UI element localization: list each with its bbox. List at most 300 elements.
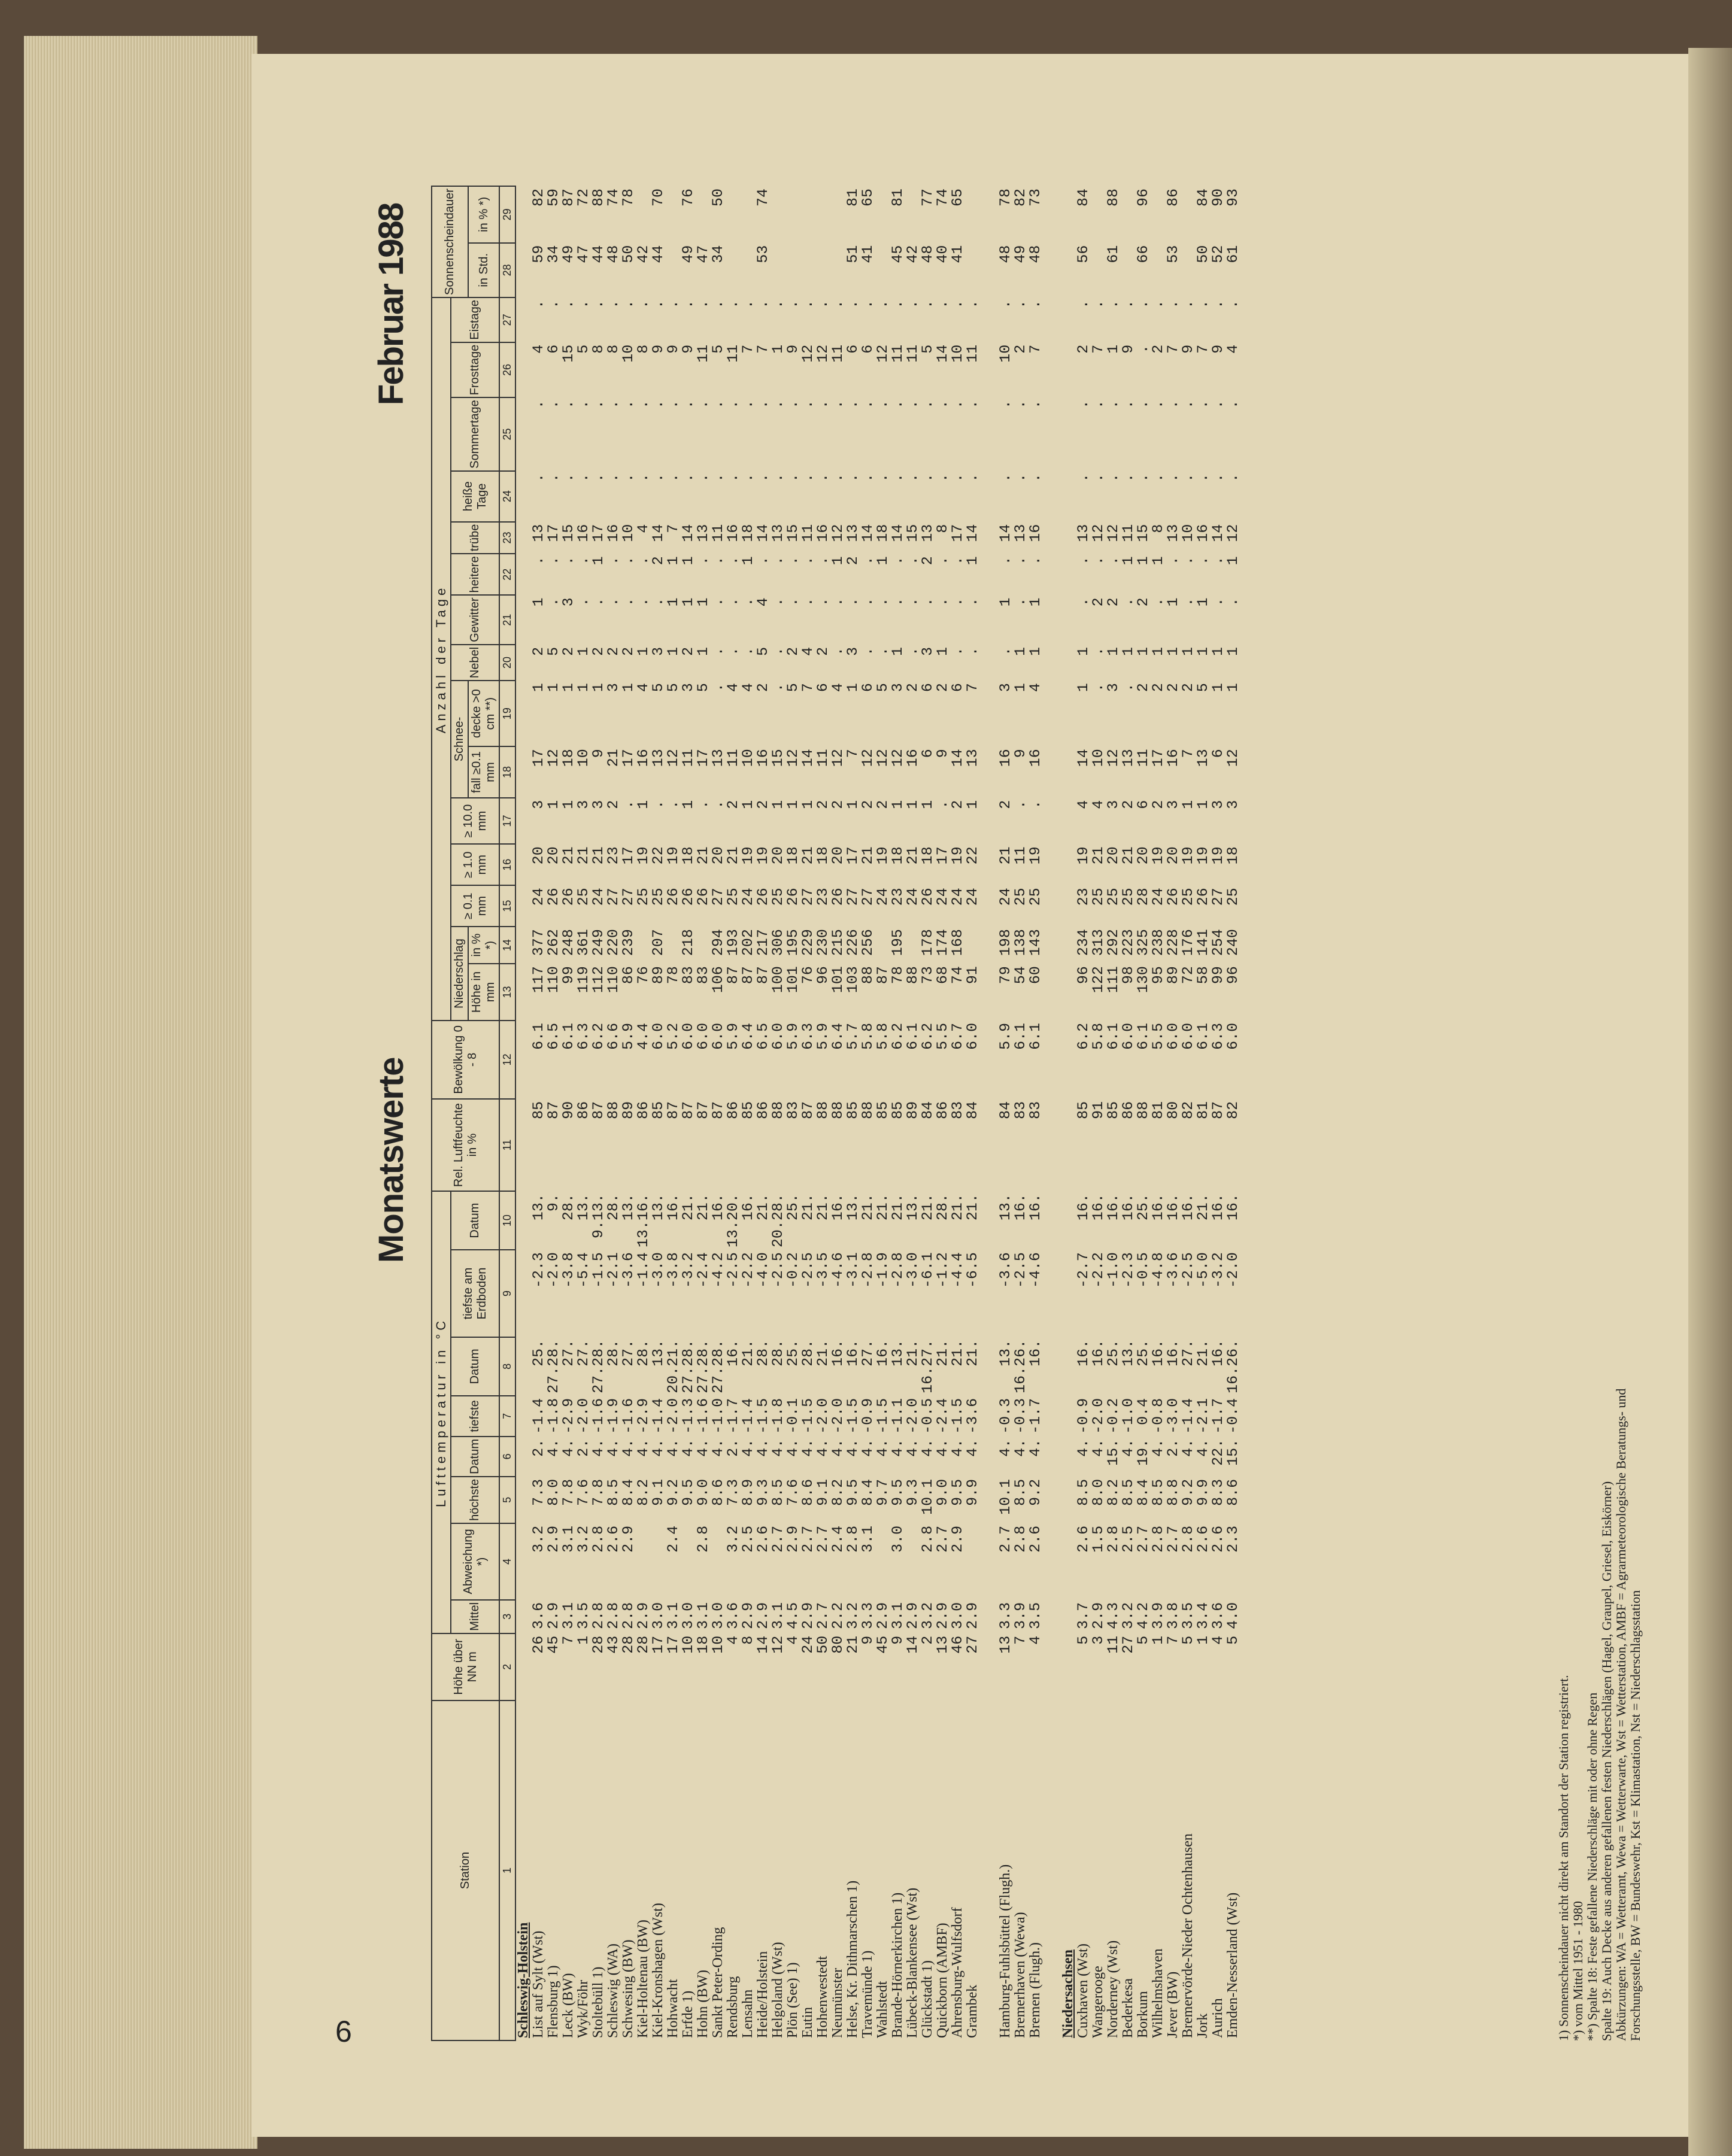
station-name: Jork (1195, 2013, 1211, 2038)
table-cell: 5.8 (859, 1022, 876, 1050)
column-number: 7 (499, 1396, 515, 1437)
table-cell: . (650, 800, 667, 809)
table-cell: 28. (799, 1339, 817, 1367)
table-cell: 2.9 (545, 1602, 562, 1629)
table-cell: 21. (739, 1339, 757, 1367)
table-cell: . (1105, 556, 1122, 566)
table-cell: 5.5 (934, 1022, 951, 1050)
table-cell (681, 1523, 696, 1600)
table-cell: 10 (1090, 749, 1107, 767)
table-cell: 87 (799, 1101, 817, 1119)
table-cell: . (1027, 800, 1044, 809)
table-cell: 18 (739, 524, 757, 542)
table-cell: 21. (934, 1339, 951, 1367)
table-row (1076, 186, 1091, 2040)
table-cell: . (1120, 597, 1137, 607)
table-cell: 27. (560, 1339, 577, 1367)
table-cell: 88 (1135, 1101, 1152, 1119)
table-cell: 20 (1105, 846, 1122, 865)
table-cell: 26 (919, 888, 936, 906)
station-name: Wyk/Föhr (575, 1979, 591, 2038)
header-frosttage: Frosttage (451, 342, 499, 397)
table-cell: 3.9 (1012, 1602, 1029, 1629)
table-cell: 10 (997, 344, 1014, 363)
table-cell: 7 (754, 344, 772, 354)
table-cell: 3.2 (844, 1602, 862, 1629)
table-cell: . (799, 400, 817, 409)
column-number: 23 (499, 522, 515, 554)
table-cell: 82 (1224, 1101, 1242, 1119)
table-cell: 89 (1164, 966, 1182, 985)
table-cell: 8.0 (1090, 1478, 1107, 1506)
table-cell: . (545, 556, 562, 566)
table-cell: 4. (590, 1438, 607, 1457)
table-cell: . (844, 473, 862, 482)
table-cell: 9.0 (694, 1478, 712, 1506)
table-cell: 4. (1179, 1438, 1197, 1457)
table-cell: 3 (889, 683, 906, 693)
table-cell (1121, 243, 1136, 297)
header-ns01: ≥ 0.1 mm (451, 885, 499, 927)
table-cell: . (530, 400, 547, 409)
table-cell: 3.1 (889, 1602, 906, 1629)
table-cell: 14 (754, 524, 772, 542)
table-cell: 2.8 (1179, 1525, 1197, 1553)
station-name: Norderney (Wst) (1105, 1940, 1121, 2038)
table-cell: . (1027, 473, 1044, 482)
table-cell: 24 (964, 888, 981, 906)
table-cell: -1.5 (799, 1398, 817, 1434)
table-cell: 87 (680, 1101, 697, 1119)
table-row (726, 186, 741, 2040)
table-cell: 2.9 (799, 1602, 817, 1629)
station-name: Sankt Peter-Ording (710, 1927, 726, 2038)
table-cell: . (739, 473, 757, 482)
table-cell (636, 1523, 651, 1600)
table-cell: -1.7 (724, 1398, 742, 1434)
table-cell: 28. (754, 1339, 772, 1367)
table-cell: . (680, 400, 697, 409)
table-cell: 18 (694, 1635, 712, 1654)
table-cell: 3 (997, 683, 1014, 693)
table-cell: 88 (769, 1101, 787, 1119)
table-cell: 87 (590, 1101, 607, 1119)
table-cell: 5 (575, 344, 592, 354)
table-cell: . (949, 646, 966, 656)
table-cell: 2 (874, 800, 891, 809)
table-cell: . (1194, 300, 1212, 309)
table-cell: . (545, 400, 562, 409)
table-cell: 0.4 (1135, 1398, 1152, 1425)
table-cell: -1.4 (1179, 1398, 1197, 1434)
table-cell: 3.6 (1209, 1602, 1227, 1629)
table-cell: 3.1 (694, 1602, 712, 1629)
table-cell: 3 (605, 683, 622, 693)
table-cell: . (694, 800, 712, 809)
table-cell: 11 (1120, 524, 1137, 542)
table-cell: 25. (1105, 1339, 1122, 1367)
table-cell: 96 (1075, 966, 1092, 985)
table-cell: . (769, 400, 787, 409)
table-cell: 43 (605, 1635, 622, 1654)
table-cell: 28 (590, 1635, 607, 1654)
table-row (1028, 186, 1043, 2040)
table-cell: 78 (997, 189, 1014, 207)
table-cell: 10 (709, 1635, 727, 1654)
table-cell: 20 (709, 846, 727, 865)
table-cell: 60 (1027, 966, 1044, 985)
table-cell: 14 (889, 524, 906, 542)
table-cell: 4 (739, 683, 757, 693)
table-cell: 2 (1149, 683, 1167, 693)
table-cell: 24 (590, 888, 607, 906)
table-row (905, 186, 920, 2040)
table-cell: 1 (1194, 646, 1212, 656)
table-cell: . (949, 556, 966, 566)
table-cell: 18 (874, 524, 891, 542)
table-cell: 325 (1135, 929, 1152, 956)
table-cell: . (1149, 300, 1167, 309)
station-name: Hohn (BW) (695, 1970, 711, 2038)
table-cell: 2.9 (545, 1525, 562, 1553)
station-name: Ahrensburg-Wulfsdorf (950, 1907, 965, 2038)
table-cell: 6 (919, 749, 936, 758)
table-cell: 24 (949, 888, 966, 906)
table-cell: 21. (874, 1194, 891, 1221)
station-name: Quickborn (AMBF) (935, 1923, 950, 2038)
table-cell: . (904, 473, 921, 482)
table-cell (965, 927, 980, 964)
table-cell: 13. (530, 1194, 547, 1221)
table-cell: 21 (904, 846, 921, 865)
table-cell (905, 927, 920, 964)
table-cell: 4. (859, 1438, 876, 1457)
table-cell: -0.5 (1135, 1252, 1152, 1289)
table-cell: 5 (694, 683, 712, 693)
table-cell: -2.5 (799, 1252, 817, 1289)
table-cell: -3.1 (844, 1252, 862, 1289)
table-cell: . (904, 597, 921, 607)
table-cell: -2.9 (560, 1398, 577, 1434)
table-cell: 4. (665, 1438, 682, 1457)
table-cell: 1 (530, 597, 547, 607)
table-cell: . (1179, 597, 1197, 607)
station-name: Erfde 1) (680, 1990, 696, 2038)
table-cell: 27 (620, 888, 637, 906)
table-cell: 14 (680, 524, 697, 542)
table-cell: 11 (829, 344, 847, 363)
table-cell: . (650, 400, 667, 409)
table-cell: -2.0 (1090, 1398, 1107, 1434)
table-cell: 87 (754, 966, 772, 985)
table-cell: 8.9 (739, 1478, 757, 1506)
table-cell: 12 (1090, 524, 1107, 542)
table-cell: 16. (1090, 1339, 1107, 1367)
table-cell: 27 (1209, 888, 1227, 906)
footnote: Abkürzungen: WA = Wetteramt, Wewa = Wetterwarte, Wst = Wetterstation, AMBF = Agrarmeteorologische Beratungs- und (1613, 1388, 1628, 2041)
table-cell: 21. (964, 1339, 981, 1367)
table-cell: 1 (620, 683, 637, 693)
table-cell: 5.9 (784, 1022, 802, 1050)
table-cell: 27.28. (545, 1339, 562, 1393)
table-cell: 25 (1105, 888, 1122, 906)
table-cell: . (1149, 597, 1167, 607)
table-cell: 9 (859, 1635, 876, 1645)
table-cell: . (814, 400, 832, 409)
column-number: 26 (499, 342, 515, 397)
table-cell: . (1135, 300, 1152, 309)
table-cell: 6.0 (709, 1022, 727, 1050)
table-cell: 101 (829, 966, 847, 994)
table-cell: -2.8 (859, 1252, 876, 1289)
table-cell: 4 (724, 1635, 742, 1645)
table-cell: 83 (1027, 1101, 1044, 1119)
table-cell: 2.8 (590, 1602, 607, 1629)
table-cell: 19 (1027, 846, 1044, 865)
table-cell: 8 (635, 344, 652, 354)
table-cell: . (709, 597, 727, 607)
station-name: Neumünster (830, 1967, 845, 2038)
table-cell: 9 (889, 1635, 906, 1645)
table-cell: 19 (1149, 846, 1167, 865)
table-cell: 1 (874, 556, 891, 566)
table-cell: 27 (964, 1635, 981, 1654)
table-cell: . (889, 300, 906, 309)
table-cell: 16. (1027, 1339, 1044, 1367)
header-schneefall: fall ≥0.1 mm (468, 746, 499, 797)
table-cell: 17 (530, 749, 547, 767)
table-cell: 16 (754, 749, 772, 767)
table-row (1121, 186, 1136, 2040)
group-spacer (1043, 186, 1061, 2040)
table-cell: 11 (680, 749, 697, 767)
page-title: Monatswerte (372, 1057, 411, 1263)
table-cell: . (874, 597, 891, 607)
table-cell: 85 (889, 1101, 906, 1119)
table-cell: 86 (1120, 1101, 1137, 1119)
table-cell: 91 (1090, 1101, 1107, 1119)
table-cell: 11 (709, 524, 727, 542)
table-cell: 256 (859, 929, 876, 956)
table-cell: 234 (1075, 929, 1092, 956)
table-cell: 25 (1090, 888, 1107, 906)
table-cell: 9.5 (949, 1478, 966, 1506)
table-cell: 100 (769, 966, 787, 994)
table-cell: 19 (1209, 846, 1227, 865)
table-cell: 13 (769, 524, 787, 542)
table-cell: 13.16. (635, 1194, 652, 1248)
table-cell: 13 (1012, 524, 1029, 542)
station-name: Helgoland (Wst) (770, 1942, 785, 2038)
table-cell: . (784, 300, 802, 309)
header-eistage: Eistage (451, 297, 499, 342)
table-cell: 22 (964, 846, 981, 865)
footnote: Spalte 19: Auch Decke aus anderen gefallenen festen Niederschlägen (Hagel, Graupel, Griesel, Eiskörner) (1599, 1481, 1614, 2041)
table-cell: 16. (665, 1194, 682, 1221)
table-cell: 3 (1209, 800, 1227, 809)
table-cell: . (590, 400, 607, 409)
table-cell: 12 (874, 344, 891, 363)
table-cell: . (814, 597, 832, 607)
table-cell: -3.0 (1164, 1398, 1182, 1434)
table-cell: -3.5 (814, 1252, 832, 1289)
table-cell: 27.28. (709, 1339, 727, 1393)
table-cell: 249 (590, 929, 607, 956)
table-cell: 12 (829, 749, 847, 767)
table-cell: 10 (739, 749, 757, 767)
table-cell: . (904, 300, 921, 309)
table-cell: 6.1 (1194, 1022, 1212, 1050)
table-cell: 11 (889, 344, 906, 363)
table-cell: 4. (739, 1438, 757, 1457)
table-cell: 42 (635, 245, 652, 263)
table-cell: 8.5 (1149, 1478, 1167, 1506)
table-cell: . (1012, 800, 1029, 809)
column-number: 6 (499, 1437, 515, 1477)
table-cell: 41 (949, 245, 966, 263)
table-cell: . (904, 646, 921, 656)
table-cell: 3.3 (859, 1602, 876, 1629)
header-lufttemp: Lufttemperatur in °C (432, 1191, 451, 1633)
header-sonne-std: in Std. (468, 243, 499, 297)
table-cell (771, 186, 785, 243)
table-cell: 50 (1194, 245, 1212, 263)
table-cell: 78 (889, 966, 906, 985)
table-cell: 6.4 (829, 1022, 847, 1050)
table-row (890, 186, 905, 2040)
table-cell: . (1090, 300, 1107, 309)
table-cell: 7 (739, 344, 757, 354)
table-cell: 34 (709, 245, 727, 263)
table-cell: 14 (799, 749, 817, 767)
table-cell: 22. (1209, 1438, 1227, 1466)
table-cell: 3.1 (560, 1602, 577, 1629)
table-cell: -1.8 (769, 1398, 787, 1434)
table-cell: 13 (650, 749, 667, 767)
table-cell: 21. (859, 1194, 876, 1221)
table-cell: 21. (814, 1339, 832, 1367)
table-cell (1091, 243, 1106, 297)
table-cell: 13. (997, 1339, 1014, 1367)
table-cell: 2.6 (1027, 1525, 1044, 1553)
table-cell: 82 (530, 189, 547, 207)
table-cell: 19 (1075, 846, 1092, 865)
table-cell: 74 (934, 189, 951, 207)
table-cell: . (1194, 556, 1212, 566)
table-cell: 6.4 (739, 1022, 757, 1050)
table-cell: 87 (694, 1101, 712, 1119)
table-cell: 313 (1090, 929, 1107, 956)
table-cell: 1 (1120, 556, 1137, 566)
table-cell: 27 (709, 888, 727, 906)
table-cell: 49 (680, 245, 697, 263)
table-cell: . (530, 556, 547, 566)
table-cell: . (694, 473, 712, 482)
table-cell: 28 (620, 1635, 637, 1654)
table-row (1181, 186, 1196, 2040)
table-cell: 3.2 (724, 1525, 742, 1553)
footnote: Forschungsstelle, BW = Bundeswehr, Kst = Klimastation, Nst = Niederschlagsstation (1628, 1590, 1643, 2041)
table-row (636, 186, 651, 2040)
table-cell: 13. (575, 1194, 592, 1221)
table-cell: 11 (1135, 749, 1152, 767)
table-cell: -2.3 (530, 1252, 547, 1289)
table-cell: 34 (545, 245, 562, 263)
table-cell: 3 (560, 597, 577, 607)
table-cell: 25. (1135, 1339, 1152, 1367)
table-cell: 79 (997, 966, 1014, 985)
station-name: Kiel-Kronshagen (Wst) (650, 1903, 666, 2038)
table-cell: 18 (1224, 846, 1242, 865)
table-cell: 2.6 (754, 1525, 772, 1553)
table-cell: -2.0 (904, 1398, 921, 1434)
table-cell: 6.1 (904, 1022, 921, 1050)
table-cell: 2 (605, 646, 622, 656)
table-cell: 18 (919, 846, 936, 865)
table-cell (1151, 243, 1166, 297)
column-number: 17 (499, 798, 515, 845)
column-number: 15 (499, 885, 515, 927)
header-ns100: ≥ 10.0 mm (451, 798, 499, 845)
table-cell: -3.0 (650, 1252, 667, 1289)
table-cell: 9.3 (754, 1478, 772, 1506)
table-cell: 2.7 (934, 1525, 951, 1553)
table-cell: 16. (709, 1194, 727, 1221)
table-cell: 2. (724, 1438, 742, 1457)
table-cell: 21 (1090, 846, 1107, 865)
table-cell: 2. (530, 1438, 547, 1457)
table-cell: 25 (724, 888, 742, 906)
table-cell: 11 (964, 344, 981, 363)
table-cell: 1 (1027, 646, 1044, 656)
table-cell: 11 (1105, 1635, 1122, 1654)
table-cell: . (694, 400, 712, 409)
table-cell: . (769, 300, 787, 309)
table-cell: . (934, 300, 951, 309)
table-row (621, 186, 636, 2040)
table-cell: 2 (1105, 597, 1122, 607)
table-cell: 81 (1194, 1101, 1212, 1119)
column-number: 9 (499, 1250, 515, 1337)
table-cell: . (694, 556, 712, 566)
table-cell: . (964, 300, 981, 309)
table-cell: 4 (1224, 344, 1242, 354)
table-cell: 16 (997, 749, 1014, 767)
table-cell: . (605, 473, 622, 482)
table-cell: 88 (859, 966, 876, 985)
table-cell: . (784, 556, 802, 566)
table-cell: 50 (709, 189, 727, 207)
table-cell: 3.2 (919, 1602, 936, 1629)
table-cell: 21 (724, 846, 742, 865)
table-cell: 229 (799, 929, 817, 956)
table-cell: 9 (1012, 749, 1029, 758)
table-cell: 59 (545, 189, 562, 207)
table-cell: 9 (650, 344, 667, 354)
region-heading: Niedersachsen (1060, 1949, 1076, 2038)
table-cell: . (889, 473, 906, 482)
table-cell (771, 243, 785, 297)
table-cell: 12 (874, 749, 891, 767)
table-cell: . (1120, 300, 1137, 309)
table-cell: 6.3 (575, 1022, 592, 1050)
table-cell: 23 (605, 846, 622, 865)
footnote: 1) Sonnenscheindauer nicht direkt am Standort der Station registriert. (1556, 1675, 1571, 2041)
station-name: Helse, Kr. Dithmarschen 1) (845, 1880, 860, 2038)
table-cell: 1 (829, 556, 847, 566)
table-cell: 6.1 (1012, 1022, 1029, 1050)
table-cell: 16. (1120, 1194, 1137, 1221)
